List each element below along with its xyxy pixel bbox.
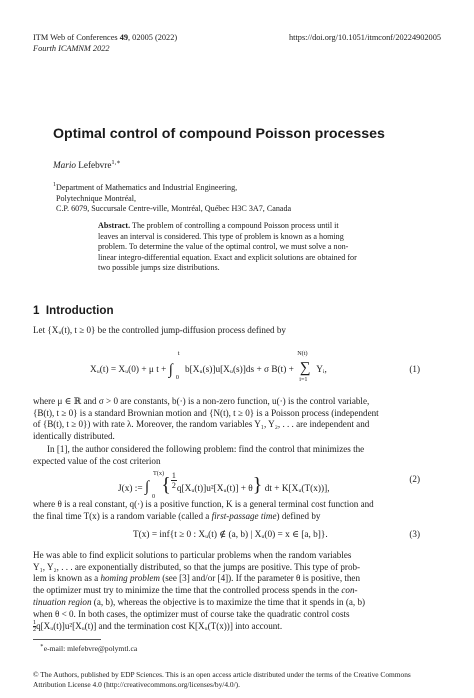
abstract-line-3: problem. To determine the value of the optimal control, we must solve a non- (98, 242, 349, 252)
doi-link[interactable]: https://doi.org/10.1051/itmconf/20224902005 (289, 33, 441, 42)
right-brace: } (252, 474, 263, 496)
section-number: 1 (33, 304, 40, 317)
d-line-1: where θ is a real constant, q(·) is a positive function, K is a general terminal cost function and (33, 499, 374, 509)
h-line-2: Y₁, Y₂, . . . are exponentially distributed, so that the jumps are positive. This type of prob- (33, 561, 361, 572)
h7-frac-num: 1 (33, 619, 37, 627)
eq1-sum-upper: N(t) (297, 350, 308, 357)
abstract-line-2: leaves an interval is considered. This type of problem is known as a homing (98, 231, 344, 241)
article-number: , 02005 (2022) (128, 33, 178, 42)
paragraph-definitions-2 (33, 499, 441, 522)
equation-1 (90, 350, 327, 383)
affiliation (53, 180, 291, 215)
affiliation-line-2: Polytechnique Montréal, (56, 193, 137, 203)
equation-2 (118, 465, 330, 500)
h-line-5a: tinuation region (33, 596, 92, 607)
where-line-1: where μ ∈ ℝ and σ > 0 are constants, b(·) is a non-zero function, u(·) is the control variable, (33, 396, 370, 406)
equation-1-number: (1) (409, 364, 420, 374)
abstract-label: Abstract. (98, 221, 131, 230)
eq2-lhs: J(x) := (118, 484, 145, 494)
abstract-line-5: two possible jumps size distributions. (98, 263, 220, 273)
eq1-rhs: Yᵢ, (316, 365, 327, 375)
abstract-line-4: linear integro-differential equation. Exact and explicit solutions are obtained for (98, 252, 357, 262)
eq2-half-num: 1 (171, 471, 176, 480)
eq1-mid: b[Xᵤ(s)]u[Xᵤ(s)]ds + σ B(t) + (185, 365, 297, 375)
section-heading (33, 304, 114, 317)
paragraph-2 (33, 444, 441, 467)
h-line-3a: lem is known as a (33, 573, 101, 584)
paper-title: Optimal control of compound Poisson processes (53, 126, 385, 142)
footnote-email[interactable]: e-mail: mlefebvre@polymtl.ca (43, 644, 138, 653)
where-line-3: of {B(t), t ≥ 0}) with rate λ. Moreover, the random variables Y₁, Y₂, . . . are independent and (33, 419, 370, 430)
author-last-name: Lefebvre (75, 160, 112, 170)
integral-sign: ∫ t 0 (168, 350, 180, 381)
eq2-inner: q[Xᵤ(t)]u²[Xᵤ(t)] + θ (176, 484, 253, 494)
left-brace: { (161, 474, 171, 496)
integral-sign: ∫ T(x) 0 (144, 470, 165, 500)
running-header (33, 33, 177, 54)
h-line-4b: con- (341, 585, 358, 596)
abstract (98, 221, 420, 274)
author-marks: 1,∗ (111, 159, 121, 166)
eq2-rhs: dt + K[Xᵤ(T(x))], (262, 484, 330, 494)
where-line-2: {B(t), t ≥ 0} is a standard Brownian motion and {N(t), t ≥ 0} is a Poisson process (independent (33, 407, 379, 418)
eq1-sum-lower: i=1 (299, 376, 308, 383)
half-fraction (171, 471, 177, 490)
conference-name: Fourth ICAMNM 2022 (33, 43, 110, 53)
d-line-2c: ) defined by (276, 510, 321, 521)
license-line-1: © The Authors, published by EDP Sciences. This is an open access article distributed under the terms of the Creative Commons (33, 670, 411, 679)
h-line-5b: (a, b), whereas the objective is to maximize the time that it spends in (a, b) (91, 596, 366, 607)
eq2-upper-limit: T(x) (152, 470, 165, 477)
h-line-4: the optimizer must try to minimize the time that the controlled process spends in the (33, 585, 342, 596)
p2-line-2: expected value of the cost criterion (33, 455, 161, 466)
eq1-lower-limit: 0 (175, 374, 179, 381)
summation-sign: ∑ N(t) i=1 (297, 350, 311, 383)
author-first-name: Mario (53, 160, 76, 170)
d-line-2a: the final time T(x) is a random variable (called a (33, 510, 212, 521)
where-line-4: identically distributed. (33, 431, 115, 442)
license-line-2: Attribution License 4.0 (http://creativecommons.org/licenses/by/4.0/). (33, 679, 240, 689)
abstract-line-1: The problem of controlling a compound Poisson process until it (130, 221, 339, 230)
eq1-lhs: Xᵤ(t) = Xᵤ(0) + μ t + (90, 365, 169, 375)
h-line-3b: homing problem (100, 573, 160, 584)
paragraph-3 (33, 550, 441, 634)
definitions-paragraph (33, 396, 441, 443)
affiliation-mark: 1 (53, 182, 56, 188)
h-line-3c: (see [3] and/or [4]). If the parameter θ is positive, then (159, 573, 361, 584)
body-line: Let {Xᵤ(t), t ≥ 0} be the controlled jump-diffusion process defined by (33, 325, 286, 335)
eq2-lower-limit: 0 (151, 493, 156, 500)
eq2-half-den: 2 (171, 481, 176, 490)
equation-2-number: (2) (409, 474, 420, 484)
section-title: Introduction (45, 304, 114, 317)
d-line-2b: first-passage time (211, 510, 277, 521)
p2-line-1: In [1], the author considered the following problem: find the control that minimizes the (47, 444, 365, 454)
h7-frac-den: 2 (33, 626, 37, 634)
footnote-divider (33, 639, 101, 640)
eq1-upper-limit: t (177, 350, 180, 357)
equation-3: T(x) = inf{t ≥ 0 : Xᵤ(t) ∉ (a, b) | Xᵤ(0) = x ∈ [a, b]}. (133, 530, 328, 540)
license-notice (33, 670, 443, 689)
affiliation-line-3: C.P. 6079, Succursale Centre-ville, Montréal, Québec H3C 3A7, Canada (56, 204, 292, 213)
affiliation-line-1: Department of Mathematics and Industrial Engineering, (56, 183, 238, 192)
journal-name: ITM Web of Conferences (33, 33, 120, 42)
h-line-1: He was able to find explicit solutions to particular problems when the random variables (33, 550, 352, 560)
footnote-mark: ∗ (40, 643, 44, 649)
equation-3-number: (3) (409, 529, 420, 539)
h-line-7: q[Xᵤ(t)]u²[Xᵤ(t)] and the termination cost K[Xᵤ(T(x))] into account. (36, 621, 283, 632)
h-line-6: when θ < 0. In both cases, the optimizer must of course take the quadratic control costs (33, 608, 350, 619)
journal-volume: 49 (119, 33, 129, 42)
author-line (53, 158, 121, 170)
footnote (40, 642, 137, 654)
